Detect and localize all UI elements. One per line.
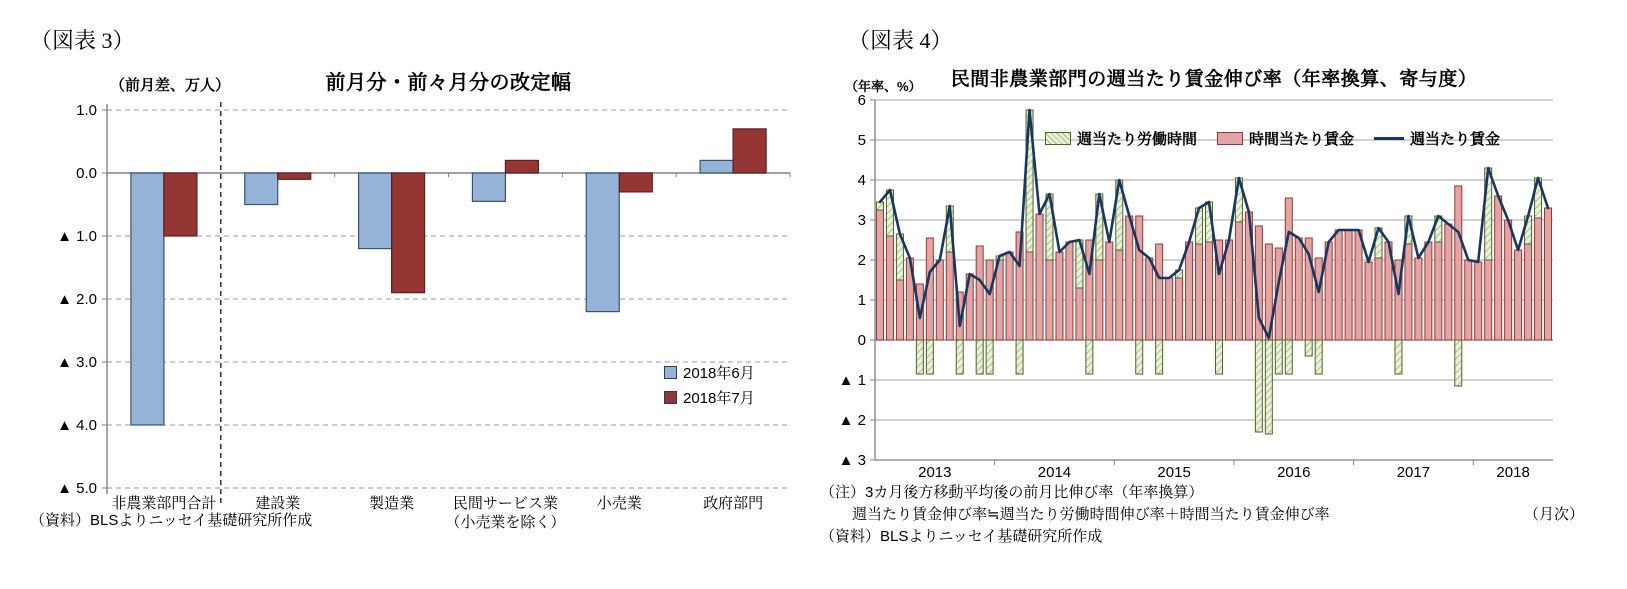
- svg-text:2: 2: [857, 252, 866, 269]
- fig4-ytick-labels: [839, 92, 866, 469]
- figure4-axis-unit: （年率、%）: [845, 79, 922, 94]
- svg-text:製造業: 製造業: [369, 495, 415, 512]
- svg-text:2017: 2017: [1396, 464, 1431, 481]
- svg-text:▲ 2.0: ▲ 2.0: [57, 291, 97, 308]
- fig4-year-labels: [918, 460, 1530, 481]
- legend-item-july: [664, 387, 755, 408]
- figure4-panel: [810, 0, 1627, 589]
- figure3-chart-svg: [0, 0, 810, 589]
- svg-text:▲ 2: ▲ 2: [838, 412, 866, 429]
- hours-swatch-icon: [1045, 132, 1071, 145]
- figure4-note2: 週当たり賃金伸び率≒週当たり労働時間伸び率＋時間当たり賃金伸び率: [852, 506, 1330, 523]
- svg-text:0: 0: [857, 332, 866, 349]
- legend-label-hours: 週当たり労働時間: [1077, 131, 1198, 148]
- svg-text:政府部門: 政府部門: [703, 495, 764, 512]
- svg-text:1.0: 1.0: [76, 102, 97, 119]
- figure3-source: （資料）BLSよりニッセイ基礎研究所作成: [30, 512, 313, 529]
- figure4-source: （資料）BLSよりニッセイ基礎研究所作成: [820, 528, 1103, 545]
- svg-text:1: 1: [857, 292, 866, 309]
- figure3-panel: [0, 0, 810, 589]
- weekly-wage-line-icon: [1374, 137, 1404, 140]
- figure4-note1: （注）3カ月後方移動平均後の前月比伸び率（年率換算）: [820, 484, 1204, 501]
- svg-text:2014: 2014: [1037, 464, 1072, 481]
- legend-label-hourly-wage: 時間当たり賃金: [1249, 131, 1355, 148]
- svg-text:4: 4: [857, 172, 866, 189]
- figure3-title: 前月分・前々月分の改定幅: [325, 72, 572, 94]
- svg-text:2016: 2016: [1277, 464, 1311, 481]
- svg-text:▲ 3.0: ▲ 3.0: [57, 354, 97, 371]
- svg-text:6: 6: [857, 92, 866, 109]
- svg-text:2013: 2013: [918, 464, 952, 481]
- legend-label-june: 2018年6月: [683, 365, 755, 382]
- hourly-wage-swatch-icon: [1217, 132, 1243, 145]
- svg-text:5: 5: [857, 132, 866, 149]
- legend-item-weekly-wage: [1374, 128, 1500, 149]
- june-swatch-icon: [664, 366, 677, 379]
- figure3-legend: [664, 362, 755, 408]
- svg-text:民間サービス業: 民間サービス業: [452, 495, 558, 512]
- svg-text:▲ 4.0: ▲ 4.0: [57, 417, 97, 434]
- figure4-legend: [1045, 128, 1500, 149]
- figure3-axis-unit: （前月差、万人）: [110, 77, 231, 94]
- svg-text:2018: 2018: [1496, 464, 1530, 481]
- svg-text:▲ 1: ▲ 1: [838, 372, 866, 389]
- figure4-label: （図表 4）: [848, 28, 953, 53]
- svg-text:非農業部門合計: 非農業部門合計: [111, 495, 217, 512]
- legend-label-july: 2018年7月: [683, 390, 755, 407]
- svg-text:2015: 2015: [1157, 464, 1191, 481]
- svg-text:0.0: 0.0: [76, 165, 97, 182]
- svg-text:▲ 5.0: ▲ 5.0: [57, 480, 97, 497]
- svg-text:小売業: 小売業: [596, 495, 642, 512]
- legend-label-weekly-wage: 週当たり賃金: [1410, 131, 1501, 148]
- legend-item-hours: [1045, 128, 1197, 149]
- legend-item-june: [664, 362, 755, 383]
- svg-text:▲ 1.0: ▲ 1.0: [57, 228, 97, 245]
- svg-text:▲ 3: ▲ 3: [838, 452, 866, 469]
- fig3-gridlines: [102, 110, 790, 488]
- fig3-bars-2018年7月: [164, 129, 766, 293]
- july-swatch-icon: [664, 391, 677, 404]
- legend-item-hourly-wage: [1217, 128, 1354, 149]
- fig3-ytick-labels: [57, 102, 97, 497]
- figure3-label: （図表 3）: [30, 28, 135, 53]
- svg-text:建設業: 建設業: [255, 495, 301, 512]
- figure4-frequency-label: （月次）: [1524, 506, 1585, 523]
- fig4-hourly-wage-bars: [876, 186, 1551, 340]
- svg-text:（小売業を除く）: （小売業を除く）: [445, 514, 566, 531]
- figure4-title: 民間非農業部門の週当たり賃金伸び率（年率換算、寄与度）: [950, 69, 1478, 90]
- svg-text:3: 3: [857, 212, 866, 229]
